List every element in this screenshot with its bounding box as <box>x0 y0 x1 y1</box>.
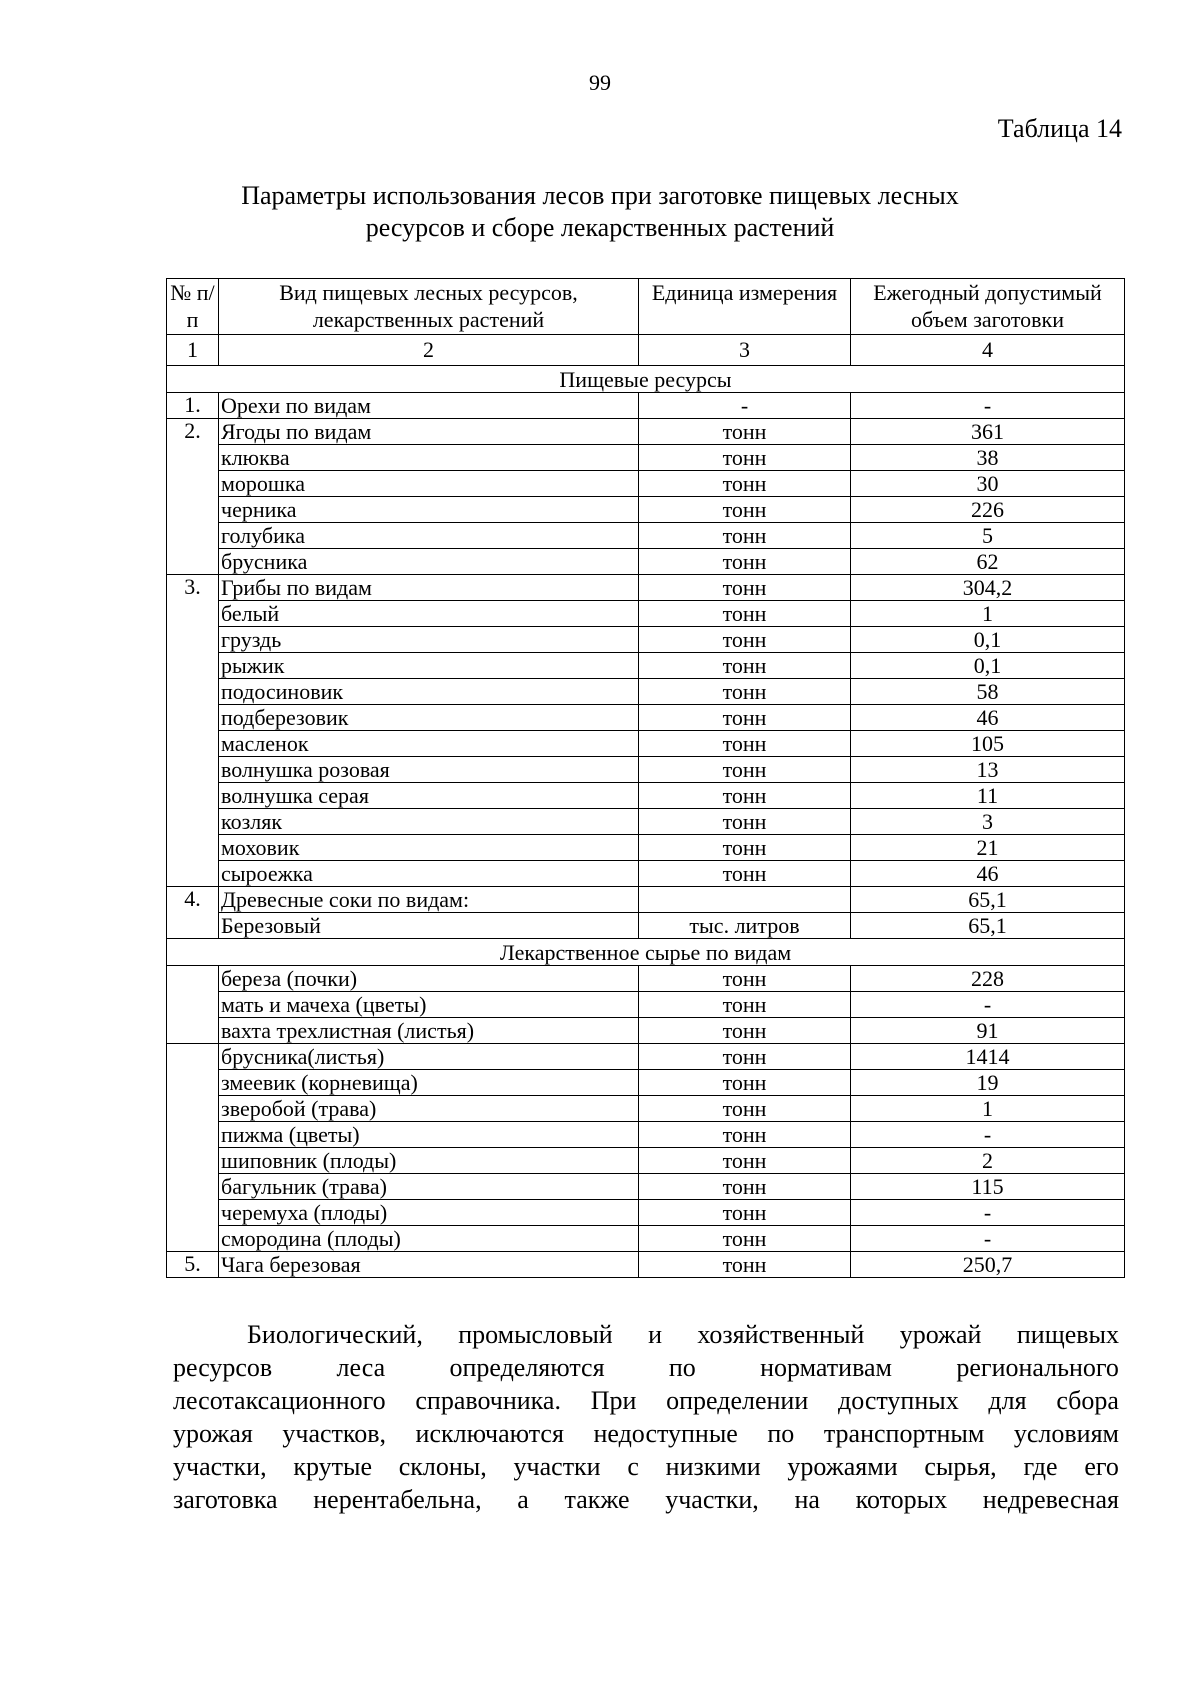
unit-cell: тонн <box>639 809 851 835</box>
resource-name: багульник (трава) <box>219 1174 639 1200</box>
table-row <box>167 653 1125 679</box>
row-number <box>167 601 219 627</box>
resource-name: зверобой (трава) <box>219 1096 639 1122</box>
table-title-line-2: ресурсов и сборе лекарственных растений <box>365 213 835 242</box>
resource-name: смородина (плоды) <box>219 1226 639 1252</box>
row-number <box>167 1174 219 1200</box>
table-row <box>167 757 1125 783</box>
unit-cell: - <box>639 393 851 419</box>
volume-cell: 21 <box>851 835 1125 861</box>
table-row <box>167 861 1125 887</box>
table-row <box>167 1148 1125 1174</box>
volume-cell: 228 <box>851 966 1125 992</box>
resource-name: Ягоды по видам <box>219 419 639 445</box>
volume-cell: 46 <box>851 861 1125 887</box>
resource-name: голубика <box>219 523 639 549</box>
header-num: № п/п <box>167 279 219 335</box>
table-row <box>167 1018 1125 1044</box>
table-row <box>167 549 1125 575</box>
volume-cell: 19 <box>851 1070 1125 1096</box>
resource-name: брусника(листья) <box>219 1044 639 1070</box>
unit-cell: тонн <box>639 601 851 627</box>
row-number: 5. <box>167 1252 219 1278</box>
unit-cell: тонн <box>639 966 851 992</box>
volume-cell: 30 <box>851 471 1125 497</box>
row-number <box>167 1226 219 1252</box>
volume-cell: 3 <box>851 809 1125 835</box>
volume-cell: - <box>851 1200 1125 1226</box>
unit-cell: тонн <box>639 1096 851 1122</box>
table-row <box>167 966 1125 992</box>
table-row <box>167 992 1125 1018</box>
col-number: 3 <box>639 335 851 366</box>
unit-cell: тонн <box>639 549 851 575</box>
volume-cell: 1 <box>851 601 1125 627</box>
row-number <box>167 783 219 809</box>
resource-name: рыжик <box>219 653 639 679</box>
volume-cell: 58 <box>851 679 1125 705</box>
row-number <box>167 445 219 471</box>
row-number: 3. <box>167 575 219 601</box>
unit-cell: тонн <box>639 419 851 445</box>
resource-name: черника <box>219 497 639 523</box>
volume-cell: 5 <box>851 523 1125 549</box>
unit-cell: тонн <box>639 861 851 887</box>
section-title: Лекарственное сырье по видам <box>167 939 1125 966</box>
volume-cell: 91 <box>851 1018 1125 1044</box>
resource-name: морошка <box>219 471 639 497</box>
paragraph-line: Биологический, промысловый и хозяйственный урожай пищевых <box>247 1320 1119 1349</box>
row-number: 1. <box>167 393 219 419</box>
volume-cell: 13 <box>851 757 1125 783</box>
table-row <box>167 809 1125 835</box>
resource-name: мать и мачеха (цветы) <box>219 992 639 1018</box>
volume-cell: 38 <box>851 445 1125 471</box>
resource-name: вахта трехлистная (листья) <box>219 1018 639 1044</box>
row-number <box>167 627 219 653</box>
header-volume: Ежегодный допустимый объем заготовки <box>851 279 1125 335</box>
row-number <box>167 653 219 679</box>
table-row <box>167 1200 1125 1226</box>
unit-cell: тонн <box>639 1252 851 1278</box>
unit-cell: тонн <box>639 1148 851 1174</box>
table-row <box>167 445 1125 471</box>
resource-name: моховик <box>219 835 639 861</box>
table-row <box>167 783 1125 809</box>
unit-cell: тонн <box>639 445 851 471</box>
row-number: 2. <box>167 419 219 445</box>
unit-cell: тонн <box>639 835 851 861</box>
resource-name: груздь <box>219 627 639 653</box>
row-number <box>167 679 219 705</box>
row-number <box>167 1070 219 1096</box>
table-row <box>167 1226 1125 1252</box>
unit-cell: тонн <box>639 1122 851 1148</box>
unit-cell: тонн <box>639 471 851 497</box>
unit-cell: тонн <box>639 575 851 601</box>
body-paragraph <box>173 1318 1119 1516</box>
volume-cell: 1 <box>851 1096 1125 1122</box>
volume-cell: 115 <box>851 1174 1125 1200</box>
row-number <box>167 523 219 549</box>
volume-cell: 0,1 <box>851 627 1125 653</box>
row-number: 4. <box>167 887 219 913</box>
row-number <box>167 1148 219 1174</box>
table-row <box>167 393 1125 419</box>
row-number <box>167 705 219 731</box>
unit-cell: тонн <box>639 705 851 731</box>
resource-name: Древесные соки по видам: <box>219 887 639 913</box>
resource-name: береза (почки) <box>219 966 639 992</box>
unit-cell <box>639 887 851 913</box>
section-row-food <box>167 366 1125 393</box>
header-unit: Единица измерения <box>639 279 851 335</box>
row-number <box>167 809 219 835</box>
column-number-row <box>167 335 1125 366</box>
table-title <box>0 180 1200 244</box>
row-number <box>167 861 219 887</box>
resource-name: Березовый <box>219 913 639 939</box>
volume-cell: 2 <box>851 1148 1125 1174</box>
row-number <box>167 757 219 783</box>
page-number: 99 <box>589 70 611 95</box>
row-number <box>167 1018 219 1044</box>
table-row <box>167 887 1125 913</box>
col-number: 4 <box>851 335 1125 366</box>
unit-cell: тонн <box>639 1200 851 1226</box>
col-number: 1 <box>167 335 219 366</box>
resource-name: Чага березовая <box>219 1252 639 1278</box>
resource-name: пижма (цветы) <box>219 1122 639 1148</box>
resources-table <box>166 278 1125 1278</box>
row-number <box>167 1200 219 1226</box>
table-row <box>167 627 1125 653</box>
resource-name: подосиновик <box>219 679 639 705</box>
row-number <box>167 471 219 497</box>
table-row <box>167 835 1125 861</box>
resource-name: черемуха (плоды) <box>219 1200 639 1226</box>
row-number <box>167 549 219 575</box>
resource-name: волнушка розовая <box>219 757 639 783</box>
resource-name: брусника <box>219 549 639 575</box>
volume-cell: - <box>851 992 1125 1018</box>
volume-cell: 11 <box>851 783 1125 809</box>
section-title: Пищевые ресурсы <box>167 366 1125 393</box>
resource-name: клюква <box>219 445 639 471</box>
table-row <box>167 1122 1125 1148</box>
unit-cell: тонн <box>639 731 851 757</box>
resource-name: волнушка серая <box>219 783 639 809</box>
unit-cell: тонн <box>639 757 851 783</box>
unit-cell: тонн <box>639 783 851 809</box>
resource-name: змеевик (корневища) <box>219 1070 639 1096</box>
volume-cell: 46 <box>851 705 1125 731</box>
row-number <box>167 1096 219 1122</box>
unit-cell: тонн <box>639 523 851 549</box>
resource-name: белый <box>219 601 639 627</box>
unit-cell: тонн <box>639 627 851 653</box>
resource-name: Грибы по видам <box>219 575 639 601</box>
paragraph-line: лесотаксационного справочника. При определении доступных для сбора <box>173 1386 1119 1415</box>
volume-cell: 65,1 <box>851 887 1125 913</box>
volume-cell: 0,1 <box>851 653 1125 679</box>
unit-cell: тонн <box>639 1174 851 1200</box>
paragraph-line: урожая участков, исключаются недоступные по транспортным условиям <box>173 1419 1119 1448</box>
row-number <box>167 835 219 861</box>
table-row <box>167 471 1125 497</box>
resource-name: Орехи по видам <box>219 393 639 419</box>
unit-cell: тонн <box>639 1044 851 1070</box>
resource-name: подберезовик <box>219 705 639 731</box>
row-number <box>167 1044 219 1070</box>
volume-cell: 62 <box>851 549 1125 575</box>
unit-cell: тонн <box>639 1070 851 1096</box>
section-row-medicinal <box>167 939 1125 966</box>
volume-cell: - <box>851 1226 1125 1252</box>
unit-cell: тыс. литров <box>639 913 851 939</box>
resource-name: сыроежка <box>219 861 639 887</box>
unit-cell: тонн <box>639 653 851 679</box>
table-row <box>167 1070 1125 1096</box>
volume-cell: 361 <box>851 419 1125 445</box>
table-row <box>167 1252 1125 1278</box>
volume-cell: 1414 <box>851 1044 1125 1070</box>
col-number: 2 <box>219 335 639 366</box>
table-row <box>167 679 1125 705</box>
volume-cell: 304,2 <box>851 575 1125 601</box>
volume-cell: 226 <box>851 497 1125 523</box>
row-number <box>167 913 219 939</box>
table-row <box>167 1174 1125 1200</box>
volume-cell: 250,7 <box>851 1252 1125 1278</box>
resource-name: масленок <box>219 731 639 757</box>
resource-name: козляк <box>219 809 639 835</box>
unit-cell: тонн <box>639 1018 851 1044</box>
paragraph-line: ресурсов леса определяются по нормативам регионального <box>173 1353 1119 1382</box>
paragraph-line: заготовка нерентабельна, а также участки, на которых недревесная <box>173 1485 1119 1514</box>
table-header-row <box>167 279 1125 335</box>
table-row <box>167 497 1125 523</box>
row-number <box>167 1122 219 1148</box>
table-row <box>167 575 1125 601</box>
row-number <box>167 731 219 757</box>
row-number <box>167 992 219 1018</box>
volume-cell: - <box>851 1122 1125 1148</box>
volume-cell: - <box>851 393 1125 419</box>
table-label: Таблица 14 <box>997 114 1122 143</box>
unit-cell: тонн <box>639 679 851 705</box>
unit-cell: тонн <box>639 497 851 523</box>
row-number <box>167 966 219 992</box>
table-row <box>167 731 1125 757</box>
resource-name: шиповник (плоды) <box>219 1148 639 1174</box>
table-row <box>167 913 1125 939</box>
paragraph-line: участки, крутые склоны, участки с низкими урожаями сырья, где его <box>173 1452 1119 1481</box>
table-row <box>167 601 1125 627</box>
table-title-line-1: Параметры использования лесов при заготовке пищевых лесных <box>241 181 959 210</box>
table-row <box>167 523 1125 549</box>
volume-cell: 65,1 <box>851 913 1125 939</box>
table-row <box>167 1044 1125 1070</box>
volume-cell: 105 <box>851 731 1125 757</box>
unit-cell: тонн <box>639 992 851 1018</box>
header-type: Вид пищевых лесных ресурсов, лекарственных растений <box>219 279 639 335</box>
table-row <box>167 705 1125 731</box>
unit-cell: тонн <box>639 1226 851 1252</box>
row-number <box>167 497 219 523</box>
table-row <box>167 419 1125 445</box>
table-row <box>167 1096 1125 1122</box>
